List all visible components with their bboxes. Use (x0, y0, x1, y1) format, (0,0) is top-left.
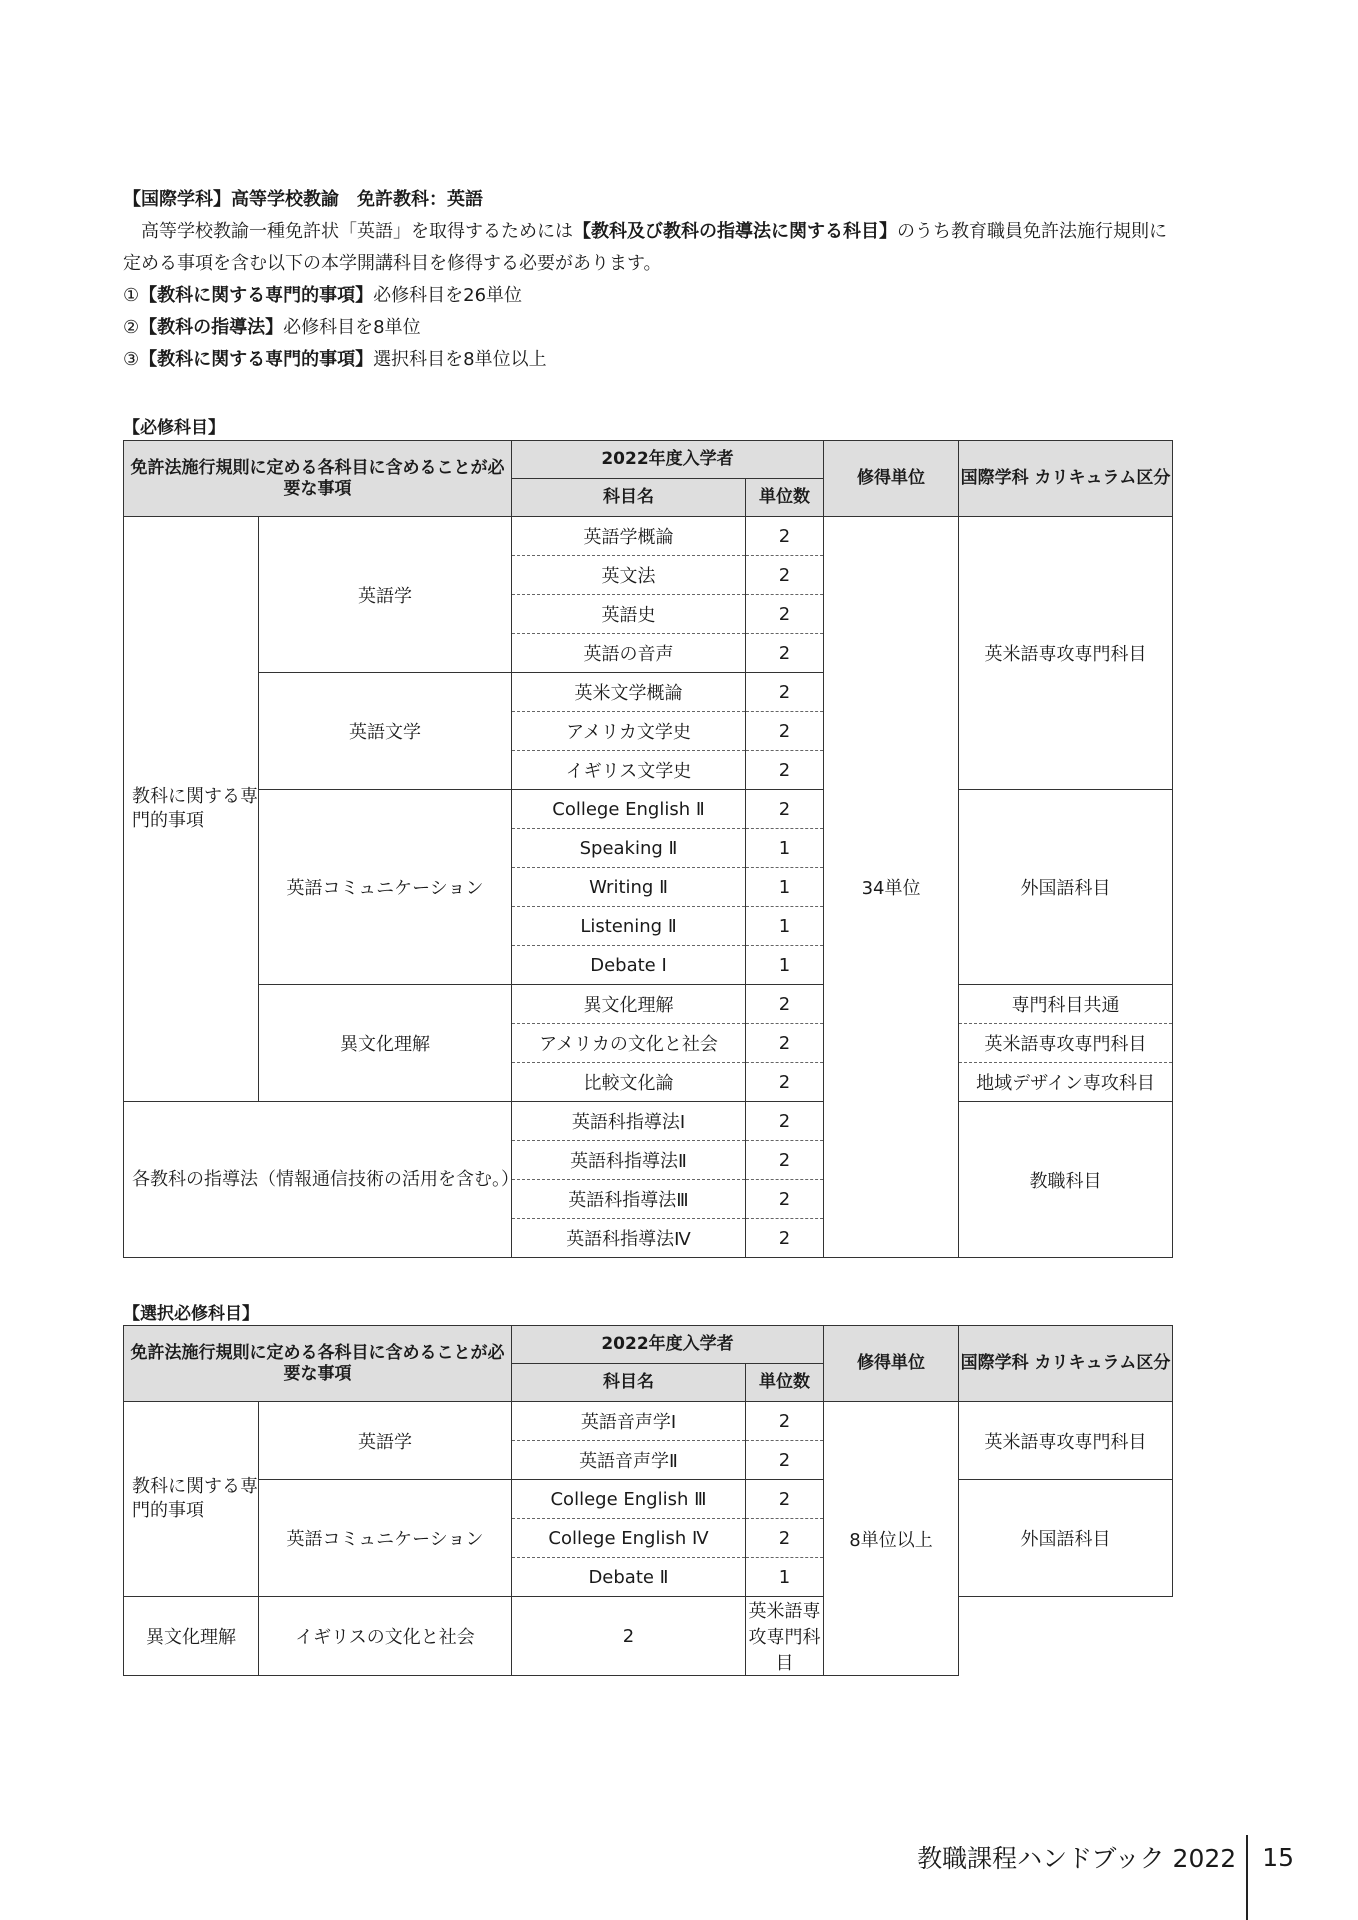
item-number: ① (123, 285, 140, 306)
intro-para-bold: 【教科及び教科の指導法に関する科目】 (573, 221, 897, 242)
header-credits: 単位数 (746, 1364, 824, 1402)
header-curriculum: 国際学科 カリキュラム区分 (959, 1326, 1173, 1402)
units-cell: 34単位 (824, 517, 959, 1258)
credit-cell: 2 (746, 634, 824, 673)
item-bold: 【教科の指導法】 (139, 317, 284, 338)
credit-cell: 2 (746, 1024, 824, 1063)
credit-cell: 2 (746, 712, 824, 751)
subject-cell: 英語音声学Ⅰ (512, 1402, 746, 1441)
credit-cell: 2 (746, 751, 824, 790)
curriculum-cell: 英米語専攻専門科目 (959, 1402, 1173, 1480)
subject-cell: College English Ⅱ (512, 790, 746, 829)
item-number: ③ (123, 349, 140, 370)
subject-cell: イギリス文学史 (512, 751, 746, 790)
subject-cell: 英語科指導法Ⅱ (512, 1141, 746, 1180)
subject-cell: 英語科指導法Ⅳ (512, 1219, 746, 1258)
intro-para-pre: 高等学校教諭一種免許状「英語」を取得するためには (141, 221, 573, 242)
subject-cell: College English Ⅲ (512, 1480, 746, 1519)
subject-cell: アメリカの文化と社会 (512, 1024, 746, 1063)
intro-title: 【国際学科】高等学校教諭 免許教科：英語 (123, 189, 483, 210)
subject-cell: College English Ⅳ (512, 1519, 746, 1558)
subject-cell: Debate Ⅰ (512, 946, 746, 985)
credit-cell: 2 (746, 1180, 824, 1219)
credit-cell: 2 (746, 1519, 824, 1558)
intro-para-post: のうち教育職員免許法施行規則に定める事項を含む以下の本学開講科目を修得する必要があります。 (123, 221, 1167, 274)
credit-cell: 2 (746, 1141, 824, 1180)
header-matter: 免許法施行規則に定める各科目に含めることが必要な事項 (124, 441, 512, 517)
subject-cell: 英語史 (512, 595, 746, 634)
credit-cell: 2 (746, 556, 824, 595)
page-footer (917, 1835, 1294, 1879)
page-number: 15 (1262, 1842, 1294, 1872)
requirement-item-2 (123, 312, 1183, 344)
category-cell: 教科に関する専門的事項 (124, 517, 259, 1102)
subject-cell: 英語の音声 (512, 634, 746, 673)
curriculum-cell: 外国語科目 (959, 790, 1173, 985)
header-required-units: 修得単位 (824, 1326, 959, 1402)
header-year: 2022年度入学者 (512, 441, 824, 479)
item-number: ② (123, 317, 140, 338)
header-curriculum: 国際学科 カリキュラム区分 (959, 441, 1173, 517)
curriculum-cell: 外国語科目 (959, 1480, 1173, 1597)
credit-cell: 1 (746, 868, 824, 907)
header-year: 2022年度入学者 (512, 1326, 824, 1364)
header-subject: 科目名 (512, 479, 746, 517)
credit-cell: 2 (746, 595, 824, 634)
credit-cell: 2 (746, 1102, 824, 1141)
item-bold: 【教科に関する専門的事項】 (139, 285, 374, 306)
subject-cell: 異文化理解 (512, 985, 746, 1024)
group-name: 英語文学 (259, 673, 512, 790)
subject-cell: イギリスの文化と社会 (259, 1597, 512, 1676)
group-name: 英語学 (259, 1402, 512, 1480)
curriculum-cell: 英米語専攻専門科目 (959, 517, 1173, 790)
credit-cell: 2 (746, 985, 824, 1024)
subject-cell: Debate Ⅱ (512, 1558, 746, 1597)
credit-cell: 1 (746, 1558, 824, 1597)
group-name: 英語コミュニケーション (259, 1480, 512, 1597)
intro-paragraph (123, 216, 1183, 280)
required-table (123, 440, 1173, 1258)
subject-cell: Listening Ⅱ (512, 907, 746, 946)
credit-cell: 1 (746, 907, 824, 946)
header-subject: 科目名 (512, 1364, 746, 1402)
credit-cell: 1 (746, 829, 824, 868)
curriculum-cell: 専門科目共通 (959, 985, 1173, 1024)
group-name: 異文化理解 (124, 1597, 259, 1676)
group-name: 異文化理解 (259, 985, 512, 1102)
subject-cell: アメリカ文学史 (512, 712, 746, 751)
credit-cell: 2 (746, 1402, 824, 1441)
curriculum-cell: 地域デザイン専攻科目 (959, 1063, 1173, 1102)
subject-cell: 英語音声学Ⅱ (512, 1441, 746, 1480)
units-cell: 8単位以上 (824, 1402, 959, 1676)
credit-cell: 2 (746, 1441, 824, 1480)
subject-cell: 英米文学概論 (512, 673, 746, 712)
header-credits: 単位数 (746, 479, 824, 517)
item-text: 必修科目を8単位 (283, 317, 421, 338)
subject-cell: Writing Ⅱ (512, 868, 746, 907)
credit-cell: 2 (746, 1063, 824, 1102)
curriculum-cell: 教職科目 (959, 1102, 1173, 1258)
credit-cell: 2 (746, 790, 824, 829)
subject-cell: 英語学概論 (512, 517, 746, 556)
requirement-item-3 (123, 344, 1183, 376)
footer-rule (1246, 1848, 1248, 1920)
header-matter: 免許法施行規則に定める各科目に含めることが必要な事項 (124, 1326, 512, 1402)
subject-cell: Speaking Ⅱ (512, 829, 746, 868)
elective-section-label: 【選択必修科目】 (123, 1304, 259, 1324)
credit-cell: 2 (746, 673, 824, 712)
credit-cell: 1 (746, 946, 824, 985)
category-cell: 教科に関する専門的事項 (124, 1402, 259, 1597)
method-category-cell: 各教科の指導法（情報通信技術の活用を含む。） (124, 1102, 512, 1258)
credit-cell: 2 (746, 517, 824, 556)
item-text: 必修科目を26単位 (373, 285, 523, 306)
group-name: 英語学 (259, 517, 512, 673)
subject-cell: 英語科指導法Ⅰ (512, 1102, 746, 1141)
requirement-item-1 (123, 280, 1183, 312)
credit-cell: 2 (512, 1597, 746, 1676)
group-name: 英語コミュニケーション (259, 790, 512, 985)
elective-table (123, 1325, 1173, 1676)
required-section-label: 【必修科目】 (123, 418, 225, 438)
book-title: 教職課程ハンドブック 2022 (917, 1844, 1237, 1873)
subject-cell: 比較文化論 (512, 1063, 746, 1102)
intro-section (123, 184, 1183, 376)
curriculum-cell: 英米語専攻専門科目 (959, 1024, 1173, 1063)
header-required-units: 修得単位 (824, 441, 959, 517)
item-text: 選択科目を8単位以上 (373, 349, 547, 370)
subject-cell: 英語科指導法Ⅲ (512, 1180, 746, 1219)
credit-cell: 2 (746, 1219, 824, 1258)
subject-cell: 英文法 (512, 556, 746, 595)
curriculum-cell: 英米語専攻専門科目 (746, 1597, 824, 1676)
credit-cell: 2 (746, 1480, 824, 1519)
item-bold: 【教科に関する専門的事項】 (139, 349, 374, 370)
